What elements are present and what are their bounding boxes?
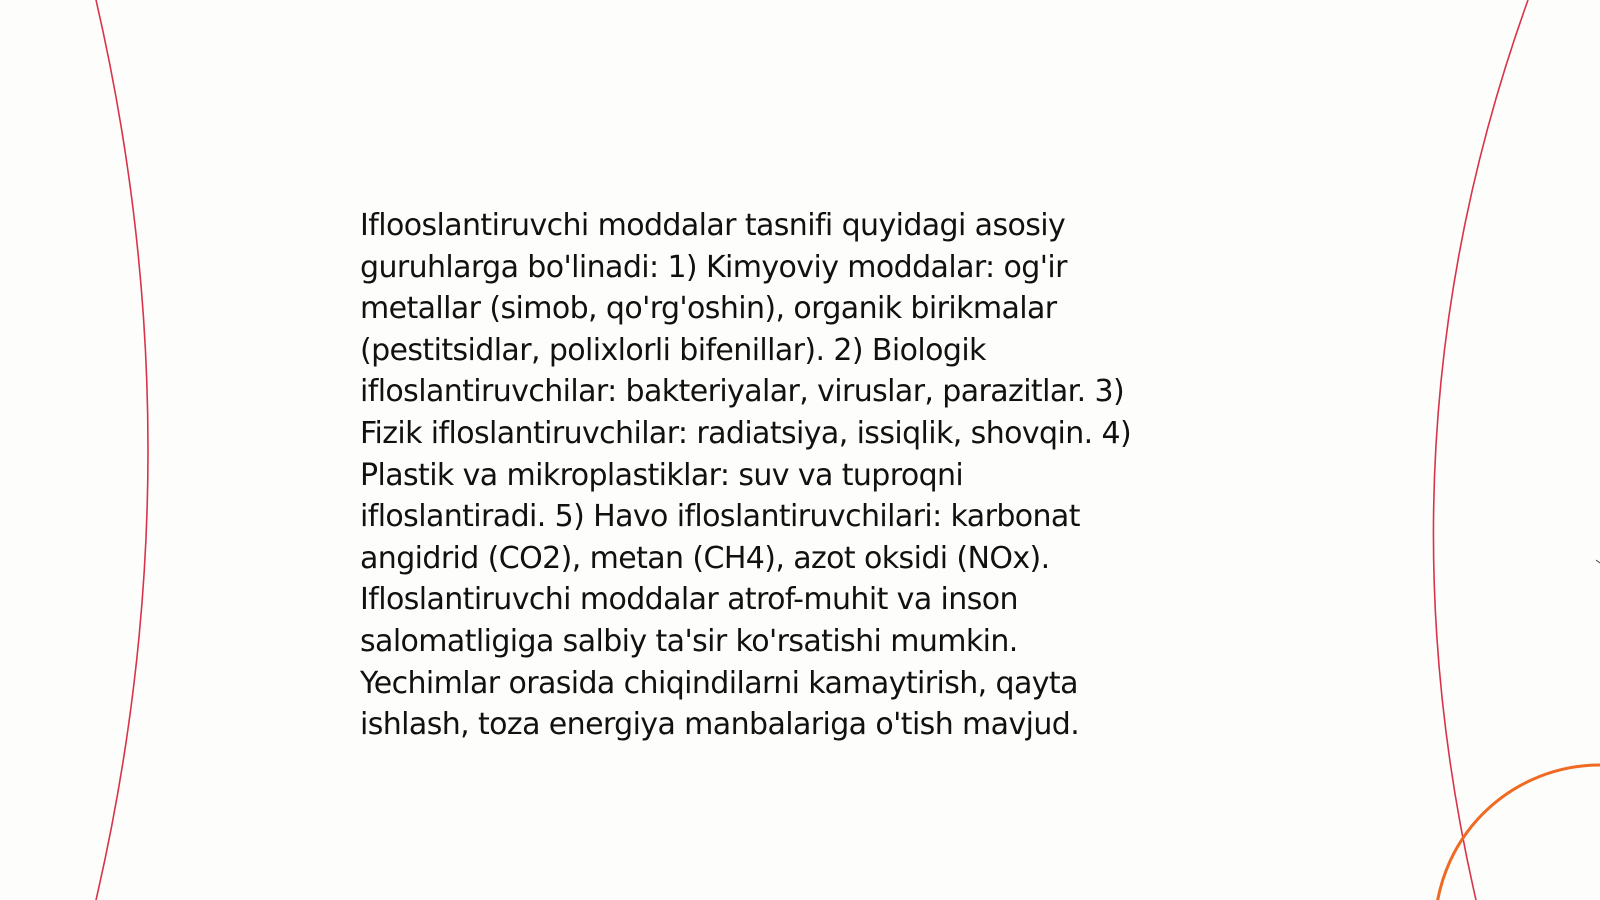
slide-body-text (360, 205, 1240, 746)
body-line: Yechimlar orasida chiqindilarni kamaytirish, qayta (360, 665, 1078, 701)
right-edge-tick (1596, 560, 1600, 563)
body-line: salomatligiga salbiy ta'sir ko'rsatishi mumkin. (360, 623, 1018, 659)
body-line: Plastik va mikroplastiklar: suv va tuproqni (360, 457, 964, 493)
right-curve-line (1433, 0, 1528, 900)
body-line: (pestitsidlar, polixlorli bifenillar). 2) Biologik (360, 332, 986, 368)
body-line: ishlash, toza energiya manbalariga o'tish mavjud. (360, 707, 1080, 743)
body-line: guruhlarga bo'linadi: 1) Kimyoviy moddalar: og'ir (360, 249, 1067, 285)
body-line: Fizik ifloslantiruvchilar: radiatsiya, issiqlik, shovqin. 4) (360, 415, 1132, 451)
body-line: Ifloslantiruvchi moddalar atrof-muhit va inson (360, 582, 1018, 618)
body-line: ifloslantiruvchilar: bakteriyalar, viruslar, parazitlar. 3) (360, 374, 1125, 410)
bottom-right-arc (1435, 765, 1600, 900)
body-line: angidrid (CO2), metan (CH4), azot oksidi (NOx). (360, 540, 1050, 576)
body-line: Iflooslantiruvchi moddalar tasnifi quyidagi asosiy (360, 208, 1066, 243)
body-line: metallar (simob, qo'rg'oshin), organik birikmalar (360, 291, 1057, 327)
body-line: ifloslantiradi. 5) Havo ifloslantiruvchilari: karbonat (360, 499, 1080, 535)
left-curve-line (96, 0, 148, 900)
